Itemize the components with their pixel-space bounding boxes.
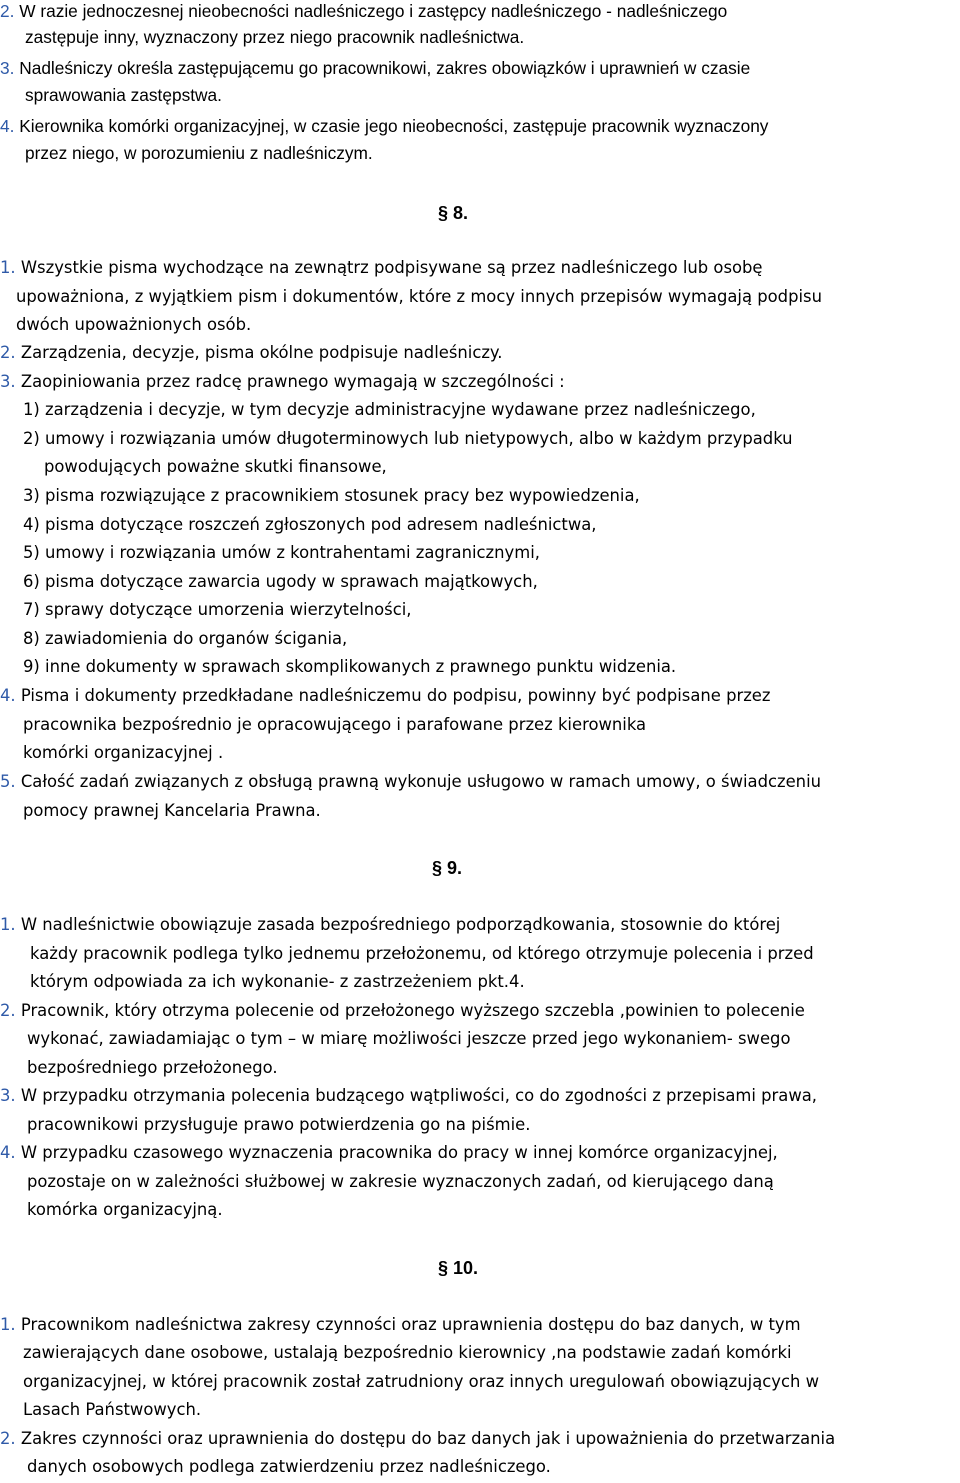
sec8-line: 3) pisma rozwiązujące z pracownikiem stosunek pracy bez wypowiedzenia, — [23, 486, 640, 505]
sec9-line: komórka organizacyjną. — [27, 1200, 223, 1219]
sec10-line: Lasach Państwowych. — [23, 1400, 202, 1419]
sec8-line: 6) pisma dotyczące zawarcia ugody w sprawach majątkowych, — [23, 572, 538, 591]
sec9-line: 1. W nadleśnictwie obowiązuje zasada bezpośredniego podporządkowania, stosownie do której — [0, 915, 781, 934]
sec8-line: komórki organizacyjnej . — [23, 743, 224, 762]
sec9-line: wykonać, zawiadamiając o tym – w miarę możliwości jeszcze przed jego wykonaniem- swego — [27, 1029, 791, 1048]
sec8-line: dwóch upoważnionych osób. — [16, 315, 252, 334]
sec9-line: 4. W przypadku czasowego wyznaczenia pracownika do pracy w innej komórce organizacyjnej, — [0, 1143, 778, 1162]
sec9-line: 3. W przypadku otrzymania polecenia budzącego wątpliwości, co do zgodności z przepisami prawa, — [0, 1086, 817, 1105]
sec8-line: pomocy prawnej Kancelaria Prawna. — [23, 801, 321, 820]
top-line: sprawowania zastępstwa. — [25, 85, 222, 105]
sec8-line: 9) inne dokumenty w sprawach skomplikowanych z prawnego punktu widzenia. — [23, 657, 677, 676]
sec8-line: 2. Zarządzenia, decyzje, pisma okólne podpisuje nadleśniczy. — [0, 343, 503, 362]
top-line: 4. Kierownika komórki organizacyjnej, w czasie jego nieobecności, zastępuje pracownik wyznaczony — [0, 116, 769, 136]
section-heading-9: § 9. — [432, 858, 463, 878]
sec10-line: 2. Zakres czynności oraz uprawnienia do dostępu do baz danych jak i upoważnienia do przetwarzania — [0, 1429, 836, 1448]
sec8-line: 1) zarządzenia i decyzje, w tym decyzje administracyjne wydawane przez nadleśniczego, — [23, 400, 756, 419]
sec8-line: 5. Całość zadań związanych z obsługą prawną wykonuje usługowo w ramach umowy, o świadczeniu — [0, 772, 822, 791]
sec8-line: 8) zawiadomienia do organów ścigania, — [23, 629, 348, 648]
sec8-line: 4. Pisma i dokumenty przedkładane nadleśniczemu do podpisu, powinny być podpisane przez — [0, 686, 771, 705]
sec8-line: pracownika bezpośrednio je opracowującego i parafowane przez kierownika — [23, 715, 647, 734]
sec10-line: organizacyjnej, w której pracownik został zatrudniony oraz innych uregulowań obowiązujących w — [23, 1372, 819, 1391]
sec8-line: 3. Zaopiniowania przez radcę prawnego wymagają w szczególności : — [0, 372, 565, 391]
sec9-line: 2. Pracownik, który otrzyma polecenie od przełożonego wyższego szczebla ,powinien to polecenie — [0, 1001, 805, 1020]
sec8-line: upoważniona, z wyjątkiem pism i dokumentów, które z mocy innych przepisów wymagają podpisu — [16, 287, 822, 306]
top-line: przez niego, w porozumieniu z nadleśniczym. — [25, 143, 373, 163]
sec10-line: zawierających dane osobowe, ustalają bezpośrednio kierownicy ,na podstawie zadań komórki — [23, 1343, 792, 1362]
sec8-line: 7) sprawy dotyczące umorzenia wierzytelności, — [23, 600, 412, 619]
sec8-line: 1. Wszystkie pisma wychodzące na zewnątrz podpisywane są przez nadleśniczego lub osobę — [0, 258, 763, 277]
sec10-line: danych osobowych podlega zatwierdzeniu przez nadleśniczego. — [27, 1457, 551, 1476]
sec8-line: 5) umowy i rozwiązania umów z kontrahentami zagranicznymi, — [23, 543, 540, 562]
section-heading-8: § 8. — [438, 203, 469, 223]
top-line: zastępuje inny, wyznaczony przez niego pracownik nadleśnictwa. — [25, 27, 525, 47]
sec8-line: powodujących poważne skutki finansowe, — [44, 457, 387, 476]
top-line: 3. Nadleśniczy określa zastępującemu go pracownikowi, zakres obowiązków i uprawnień w czasie — [0, 58, 751, 78]
top-line: 2. W razie jednoczesnej nieobecności nadleśniczego i zastępcy nadleśniczego - nadleśniczego — [0, 1, 728, 21]
sec9-line: pracownikowi przysługuje prawo potwierdzenia go na piśmie. — [27, 1115, 531, 1134]
sec9-line: bezpośredniego przełożonego. — [27, 1058, 278, 1077]
sec8-line: 2) umowy i rozwiązania umów długoterminowych lub nietypowych, albo w każdym przypadku — [23, 429, 793, 448]
sec8-line: 4) pisma dotyczące roszczeń zgłoszonych pod adresem nadleśnictwa, — [23, 515, 597, 534]
section-heading-10: § 10. — [438, 1258, 479, 1278]
sec9-line: którym odpowiada za ich wykonanie- z zastrzeżeniem pkt.4. — [30, 972, 525, 991]
sec10-line: 1. Pracownikom nadleśnictwa zakresy czynności oraz uprawnienia dostępu do baz danych, w tym — [0, 1315, 801, 1334]
sec9-line: pozostaje on w zależności służbowej w zakresie wyznaczonych zadań, od kierującego daną — [27, 1172, 774, 1191]
sec9-line: każdy pracownik podlega tylko jednemu przełożonemu, od którego otrzymuje polecenia i przed — [30, 944, 814, 963]
